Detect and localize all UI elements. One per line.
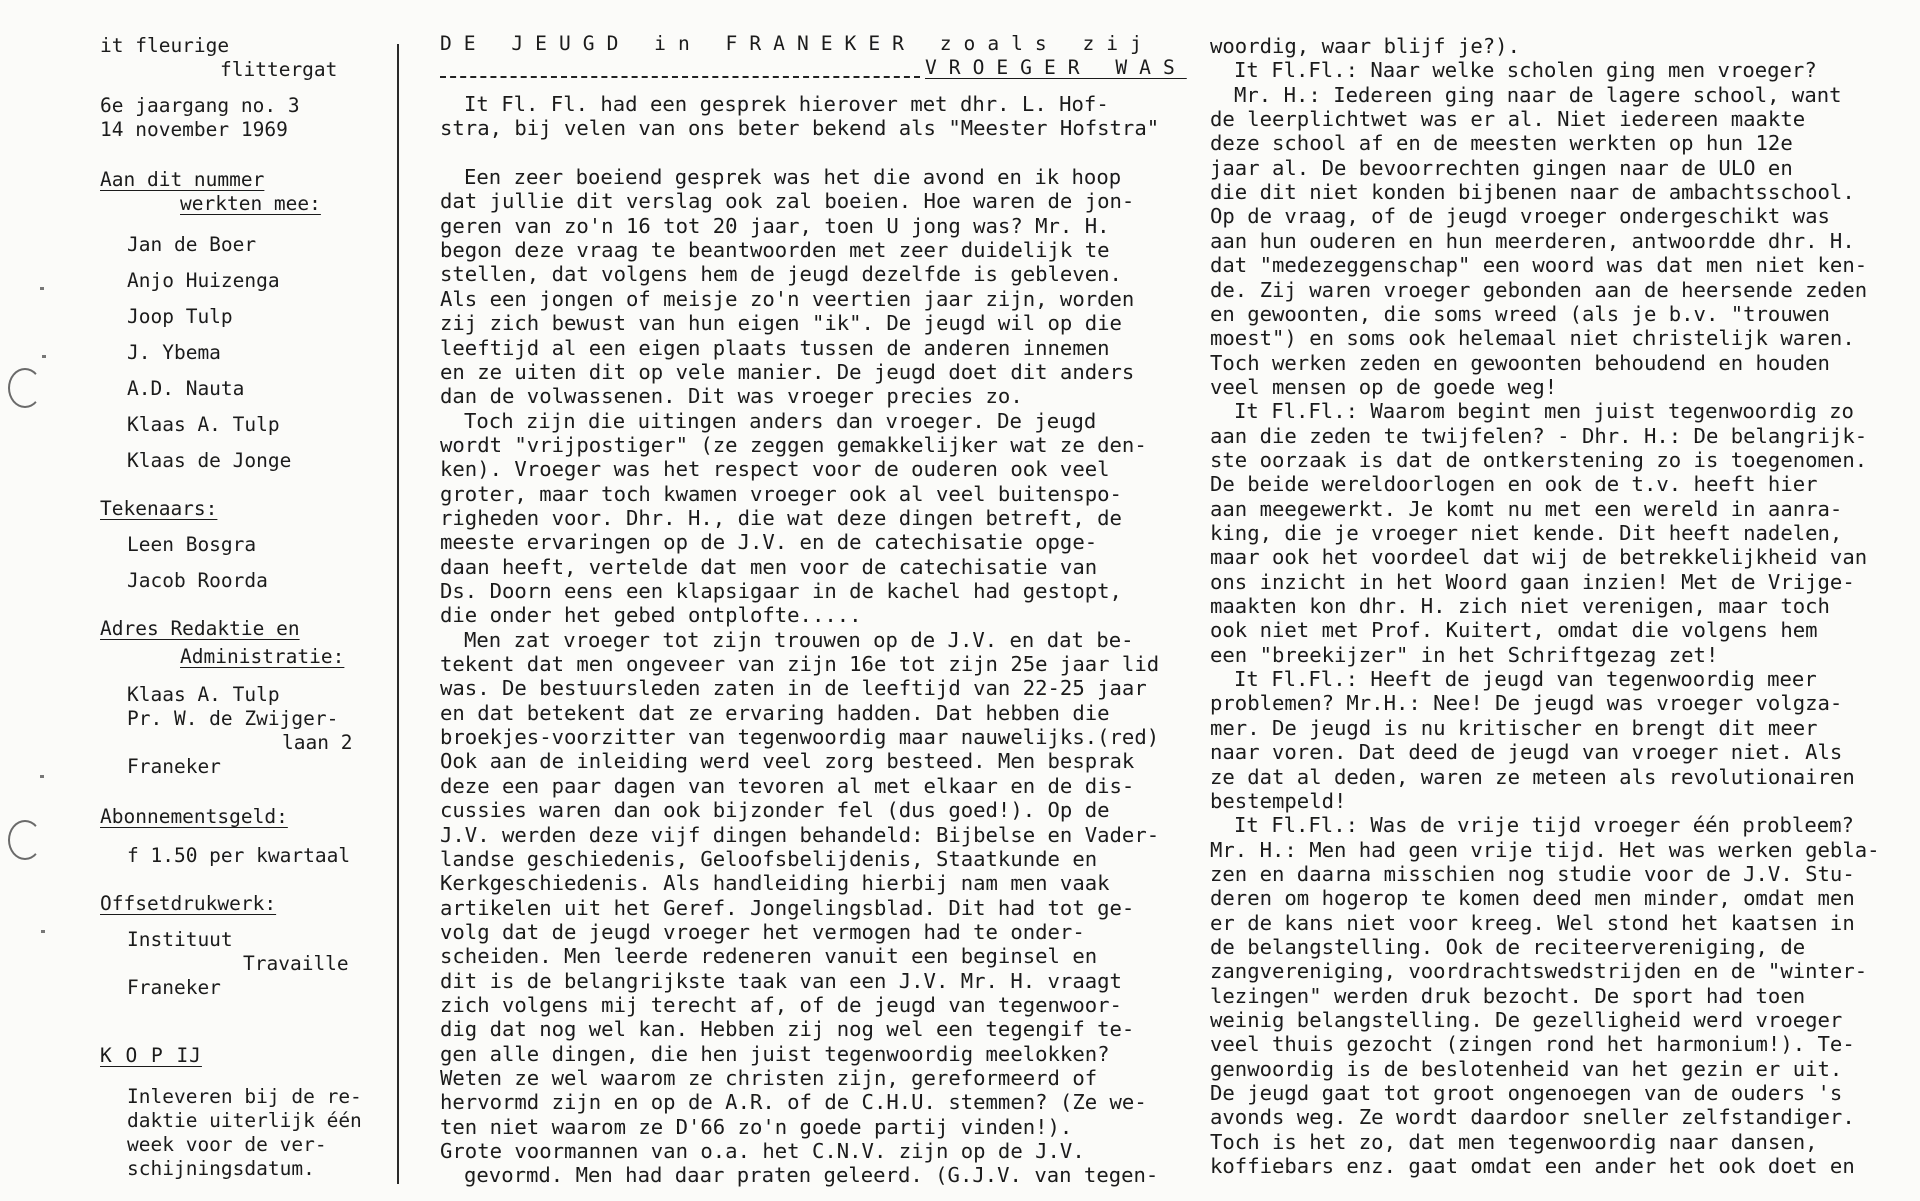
article-text-line: Weten ze wel waarom ze christen zijn, gereformeerd of — [440, 1066, 1098, 1090]
article-text-line: een "breekijzer" in het Schriftgezag zet! — [1210, 642, 1719, 667]
printer-line: Travaille — [243, 952, 349, 975]
article-text-line: dat jullie dit verslag ook zal boeien. Hoe waren de jon- — [440, 189, 1135, 214]
paper-speck — [40, 775, 44, 778]
punch-hole — [8, 820, 42, 860]
article-text-line: Mr. H.: Iedereen ging naar de lagere school, want — [1234, 82, 1842, 107]
article-text-line: De jeugd gaat tot groot ongenoegen van de ouders 's — [1210, 1081, 1843, 1106]
article-text-line: maakten kon dhr. H. zich niet verenigen, maar toch — [1210, 594, 1830, 619]
article-text-line: moest") en soms ook helemaal niet christelijk waren. — [1210, 326, 1855, 351]
contributor-name: Jan de Boer — [127, 233, 257, 256]
address-line: Klaas A. Tulp — [127, 683, 280, 706]
newsletter-title-line-2: flittergat — [220, 58, 338, 81]
article-text-line: It Fl. Fl. had een gesprek hierover met dhr. L. Hof- — [464, 92, 1109, 116]
article-text-line: hervormd zijn en op de A.R. of de C.H.U. stemmen? (Ze we- — [440, 1090, 1147, 1115]
article-text-line: koffiebars enz. gaat omdat een ander het ook doet en — [1210, 1154, 1855, 1179]
article-text-line: weinig belangstelling. De gezelligheid werd vroeger — [1210, 1008, 1843, 1032]
article-text-line: avonds weg. Ze wordt daardoor sneller zelfstandiger. — [1210, 1105, 1855, 1130]
illustrators-heading: Tekenaars: — [100, 497, 218, 520]
article-text-line: veel mensen op de goede weg! — [1210, 374, 1558, 399]
article-text-line: daan heeft, vertelde dat men voor de catechisatie van — [440, 554, 1098, 579]
address-line: Franeker — [127, 755, 221, 778]
illustrator-name: Leen Bosgra — [127, 533, 257, 556]
article-text-line: Ds. Doorn eens een klapsigaar in de kachel had gestopt, — [440, 579, 1122, 603]
article-text-line: dit is de belangrijkste taak van een J.V. Mr. H. vraagt — [440, 968, 1122, 993]
article-text-line: king, die je vroeger niet kende. Dit heeft nadelen, — [1210, 521, 1843, 545]
article-text-line: Toch is het zo, dat men tegenwoordig naar dansen, — [1210, 1129, 1818, 1154]
article-text-line: Toch werken zeden en gewoonten behoudend en houden — [1210, 350, 1830, 375]
article-text-line: meeste ervaringen op de J.V. en de catechisatie opge- — [440, 530, 1098, 555]
paper-speck — [42, 355, 46, 358]
article-text-line: Kerkgeschiedenis. Als handleiding hierbij nam men vaak — [440, 871, 1110, 896]
article-text-line: dan de volwassenen. Dit was vroeger precies zo. — [440, 384, 1023, 409]
article-text-line: aan meegewerkt. Je komt nu met een wereld in aanra- — [1210, 496, 1843, 521]
article-text-line: ken). Vroeger was het respect voor de ouderen ook veel — [440, 457, 1110, 482]
article-text-line: genwoordig is de beslotenheid van het gezin er uit. — [1210, 1056, 1843, 1081]
article-text-line: Op de vraag, of de jeugd vroeger ondergeschikt was — [1210, 204, 1830, 229]
column-divider — [397, 44, 399, 1184]
article-text-line: Toch zijn die uitingen anders dan vroeger. De jeugd — [464, 408, 1097, 433]
article-text-line: Ook aan de inleiding werd veel zorg besteed. Men besprak — [440, 749, 1135, 774]
article-text-line: de leerplichtwet was er al. Niet iedereen maakte — [1210, 107, 1806, 132]
article-text-line: problemen? Mr.H.: Nee! De jeugd was vroeger volgza- — [1210, 691, 1843, 716]
article-text-line: It Fl.Fl.: Naar welke scholen ging men vroeger? — [1234, 58, 1817, 83]
address-heading-line-2: Administratie: — [180, 645, 345, 668]
article-text-line: mer. De jeugd is nu kritischer en brengt dit meer — [1210, 715, 1818, 740]
article-text-line: veel thuis gezocht (zingen rond het harmonium!). Te- — [1210, 1032, 1855, 1057]
subscription-heading: Abonnementsgeld: — [100, 805, 288, 828]
article-text-line: ze dat al deden, waren ze meteen als revolutionairen — [1210, 764, 1855, 789]
article-text-line: de belangstelling. Ook de reciteervereniging, de — [1210, 934, 1806, 959]
contributor-name: Klaas A. Tulp — [127, 413, 280, 436]
article-text-line: die onder het gebed ontplofte..... — [440, 603, 862, 628]
article-text-line: stellen, dat volgens hem de jeugd dezelfde is gebleven. — [440, 262, 1122, 287]
address-line: Pr. W. de Zwijger- — [127, 707, 339, 730]
article-text-line: volg dat de jeugd vroeger het vermogen had te onder- — [440, 919, 1085, 944]
article-text-line: er de kans niet voor kreeg. Wel stond het kaatsen in — [1210, 910, 1855, 935]
article-text-line: dig dat nog wel kan. Hebben zij nog wel een tegengif te- — [440, 1017, 1135, 1042]
contributor-name: Klaas de Jonge — [127, 449, 292, 472]
article-text-line: De beide wereldoorlogen en ook de t.v. heeft hier — [1210, 472, 1818, 497]
article-text-line: aan hun ouderen en hun meerderen, antwoordde dhr. H. — [1210, 228, 1855, 253]
article-title-line-1: DE JEUGD in FRANEKER zoals zij — [440, 32, 1154, 55]
article-text-line: groter, maar toch kwamen vroeger ook al veel buitenspo- — [440, 481, 1122, 506]
article-text-line: J.V. werden deze vijf dingen behandeld: Bijbelse en Vader- — [440, 822, 1160, 847]
article-text-line: It Fl.Fl.: Waarom begint men juist tegenwoordig zo — [1234, 399, 1854, 424]
article-text-line: geren van zo'n 16 tot 20 jaar, toen U jong was? Mr. H. — [440, 213, 1110, 238]
article-text-line: leeftijd al een eigen plaats tussen de anderen innemen — [440, 335, 1110, 360]
article-text-line: Grote voormannen van o.a. het C.N.V. zijn op de J.V. — [440, 1139, 1085, 1164]
article-text-line: dat "medezeggenschap" een woord was dat men niet ken- — [1210, 253, 1868, 278]
article-text-line: scheiden. Men leerde redeneren vanuit een beginsel en — [440, 944, 1098, 969]
article-text-line: maar ook het voordeel dat wij de betrekkelijkheid van — [1210, 545, 1868, 570]
article-text-line: gevormd. Men had daar praten geleerd. (G.J.V. van tegen- — [464, 1163, 1159, 1188]
article-text-line: deze school af en de meesten werkten op hun 12e — [1210, 131, 1793, 156]
article-title-line-2: VROEGER WAS — [925, 56, 1187, 79]
article-text-line: artikelen uit het Geref. Jongelingsblad. Dit had tot ge- — [440, 895, 1135, 920]
printer-line: Franeker — [127, 976, 221, 999]
contributor-name: Joop Tulp — [127, 305, 233, 328]
article-text-line: lezingen" werden druk bezocht. De sport had toen — [1210, 983, 1806, 1008]
article-title-rule — [440, 56, 1187, 80]
contributors-heading-line-1: Aan dit nummer — [100, 168, 265, 191]
issue-number: 6e jaargang no. 3 — [100, 94, 300, 117]
article-text-line: ste oorzaak is dat de ontkerstening zo is toegenomen. — [1210, 447, 1868, 472]
article-text-line: deren om hogerop te komen deed men minder, omdat men — [1210, 886, 1855, 911]
punch-hole — [8, 368, 42, 408]
newsletter-title-line-1: it fleurige — [100, 34, 230, 57]
address-line: laan 2 — [282, 731, 353, 754]
article-text-line: zij zich bewust van hun eigen "ik". De jeugd wil op die — [440, 311, 1122, 336]
paper-speck — [41, 930, 45, 933]
article-text-line: jaar al. De bevoorrechten gingen naar de ULO en — [1210, 155, 1793, 180]
address-heading-line-1: Adres Redaktie en — [100, 617, 300, 640]
article-text-line: Mr. H.: Men had geen vrije tijd. Het was werken gebla- — [1210, 837, 1880, 862]
contributor-name: Anjo Huizenga — [127, 269, 280, 292]
article-text-line: Men zat vroeger tot zijn trouwen op de J.V. en dat be- — [464, 627, 1134, 652]
article-text-line: woordig, waar blijf je?). — [1210, 34, 1520, 58]
article-text-line: It Fl.Fl.: Heeft de jeugd van tegenwoordig meer — [1234, 667, 1817, 692]
article-text-line: cussies waren dan ook bijzonder fel (dus goed!). Op de — [440, 798, 1110, 823]
article-text-line: die dit niet konden bijbenen naar de ambachtsschool. — [1210, 180, 1855, 205]
article-text-line: aan die zeden te twijfelen? - Dhr. H.: De belangrijk- — [1210, 423, 1868, 448]
article-text-line: ons inzicht in het Woord gaan inzien! Met de Vrijge- — [1210, 569, 1855, 594]
copy-line: schijningsdatum. — [127, 1157, 315, 1180]
copy-line: Inleveren bij de re- — [127, 1085, 362, 1108]
article-text-line: was. De bestuursleden zaten in de leeftijd van 22-25 jaar — [440, 676, 1147, 701]
printing-heading: Offsetdrukwerk: — [100, 892, 277, 915]
copy-heading: K O P IJ — [100, 1044, 202, 1067]
article-text-line: bestempeld! — [1210, 788, 1347, 813]
article-text-line: en dat betekent dat ze ervaring hadden. Dat hebben die — [440, 700, 1110, 725]
article-text-line: de. Zij waren vroeger gebonden aan de heersende zeden — [1210, 277, 1868, 302]
article-text-line: tekent dat men ongeveer van zijn 16e tot zijn 25e jaar lid — [440, 652, 1160, 677]
copy-line: week voor de ver- — [127, 1133, 327, 1156]
article-text-line: en ze uiten dit op vele manier. De jeugd doet dit anders — [440, 359, 1135, 384]
article-text-line: naar voren. Dat deed de jeugd van vroeger niet. Als — [1210, 740, 1843, 765]
article-text-line: Een zeer boeiend gesprek was het die avond en ik hoop — [464, 165, 1122, 190]
article-text-line: begon deze vraag te beantwoorden met zeer duidelijk te — [440, 238, 1110, 263]
article-text-line: en gewoonten, die soms wreed (als je b.v. "trouwen — [1210, 301, 1830, 326]
article-text-line: righeden voor. Dhr. H., die wat deze dingen betreft, de — [440, 505, 1122, 530]
article-text-line: zich volgens mij terecht af, of de jeugd van tegenwoor- — [440, 992, 1122, 1017]
paper-speck — [40, 287, 44, 290]
article-text-line: zangvereniging, voordrachtswedstrijden en de "winter- — [1210, 959, 1868, 984]
copy-line: daktie uiterlijk één — [127, 1109, 362, 1132]
contributor-name: J. Ybema — [127, 341, 221, 364]
issue-date: 14 november 1969 — [100, 118, 288, 141]
article-text-line: stra, bij velen van ons beter bekend als "Meester Hofstra" — [440, 116, 1160, 141]
subscription-price: f 1.50 per kwartaal — [127, 844, 351, 867]
contributors-heading-line-2: werkten mee: — [180, 192, 321, 215]
article-text-line: wordt "vrijpostiger" (ze zeggen gemakkelijker wat ze den- — [440, 432, 1147, 457]
article-text-line: landse geschiedenis, Geloofsbelijdenis, Staatkunde en — [440, 846, 1098, 871]
article-text-line: ook niet met Prof. Kuitert, omdat die volgens hem — [1210, 618, 1818, 643]
article-text-line: Als een jongen of meisje zo'n veertien jaar zijn, worden — [440, 286, 1135, 311]
article-text-line: zen en daarna misschien nog studie voor de J.V. Stu- — [1210, 861, 1855, 886]
article-text-line: gen alle dingen, die hen juist tegenwoordig meelokken? — [440, 1041, 1110, 1066]
contributor-name: A.D. Nauta — [127, 377, 245, 400]
article-text-line: deze een paar dagen van tevoren al met elkaar en de dis- — [440, 773, 1135, 798]
printer-line: Instituut — [127, 928, 233, 951]
article-text-line: broekjes-voorzitter van tegenwoordig maar nauwelijks.(red) — [440, 725, 1160, 750]
article-text-line: ten niet waarom ze D'66 zo'n goede partij vinden!). — [440, 1114, 1073, 1139]
illustrator-name: Jacob Roorda — [127, 569, 268, 592]
article-text-line: It Fl.Fl.: Was de vrije tijd vroeger één probleem? — [1234, 813, 1854, 838]
